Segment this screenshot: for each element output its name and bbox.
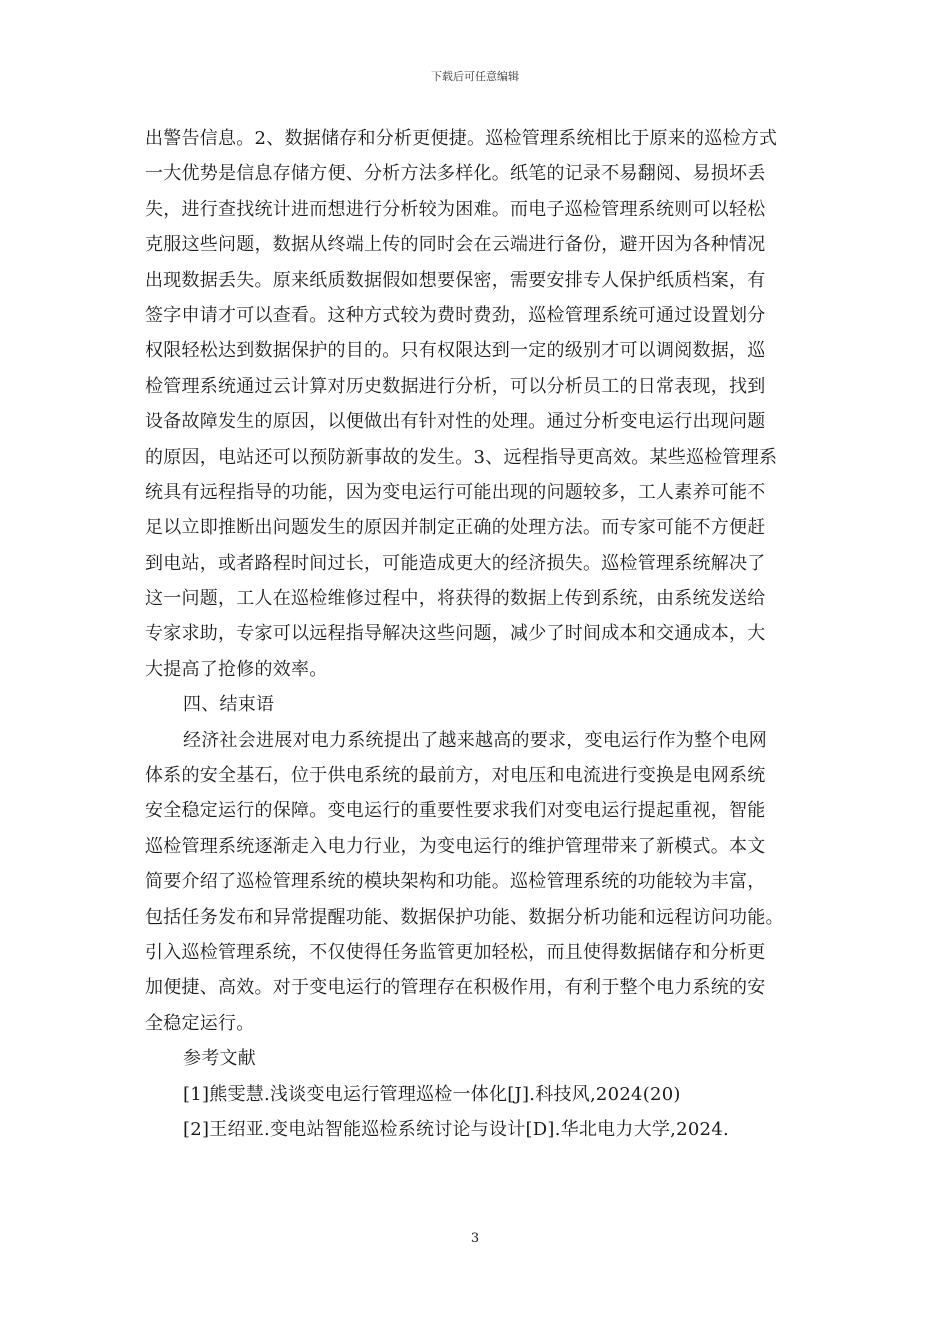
body-line: 权限轻松达到数据保护的目的。只有权限达到一定的级别才可以调阅数据，巡	[145, 340, 766, 362]
body-line: 克服这些问题，数据从终端上传的同时会在云端进行备份，避开因为各种情况	[145, 234, 766, 256]
body-line: 签字申请才可以查看。这种方式较为费时费劲，巡检管理系统可通过设置划分	[145, 304, 766, 326]
body-line: 这一问题，工人在巡检维修过程中，将获得的数据上传到系统，由系统发送给	[145, 588, 766, 610]
body-line: 大提高了抢修的效率。	[145, 658, 328, 680]
conclusion-line: 安全稳定运行的保障。变电运行的重要性要求我们对变电运行提起重视，智能	[145, 800, 766, 822]
header-note: 下载后可任意编辑	[431, 70, 519, 83]
conclusion-line: 简要介绍了巡检管理系统的模块架构和功能。巡检管理系统的功能较为丰富，	[145, 871, 766, 893]
conclusion-line: 体系的安全基石，位于供电系统的最前方，对电压和电流进行变换是电网系统	[145, 765, 766, 787]
body-line: 失，进行查找统计进而想进行分析较为困难。而电子巡检管理系统则可以轻松	[145, 198, 766, 220]
body-line: 的原因，电站还可以预防新事故的发生。3、远程指导更高效。某些巡检管理系	[145, 446, 778, 468]
body-line: 设备故障发生的原因，以便做出有针对性的处理。通过分析变电运行出现问题	[145, 411, 766, 433]
references-heading: 参考文献	[183, 1048, 256, 1070]
section-heading: 四、结束语	[183, 694, 275, 716]
reference-item: [2]王绍亚.变电站智能巡检系统讨论与设计[D].华北电力大学,2024.	[183, 1118, 729, 1140]
body-line: 专家求助，专家可以远程指导解决这些问题，减少了时间成本和交通成本，大	[145, 623, 766, 645]
conclusion-line: 全稳定运行。	[145, 1012, 255, 1034]
body-line: 检管理系统通过云计算对历史数据进行分析，可以分析员工的日常表现，找到	[145, 375, 766, 397]
conclusion-line: 经济社会进展对电力系统提出了越来越高的要求，变电运行作为整个电网	[183, 729, 767, 751]
body-line: 足以立即推断出问题发生的原因并制定正确的处理方法。而专家可能不方便赶	[145, 517, 766, 539]
conclusion-line: 引入巡检管理系统，不仅使得任务监管更加轻松，而且使得数据储存和分析更	[145, 941, 766, 963]
conclusion-line: 包括任务发布和异常提醒功能、数据保护功能、数据分析功能和远程访问功能。	[145, 906, 784, 928]
page-number: 3	[470, 1231, 480, 1246]
conclusion-line: 加便捷、高效。对于变电运行的管理存在积极作用，有利于整个电力系统的安	[145, 977, 766, 999]
body-line: 统具有远程指导的功能，因为变电运行可能出现的问题较多，工人素养可能不	[145, 481, 766, 503]
document-body	[145, 121, 817, 1147]
body-line: 一大优势是信息存储方便、分析方法多样化。纸笔的记录不易翻阅、易损坏丢	[145, 163, 766, 185]
body-line: 出现数据丢失。原来纸质数据假如想要保密，需要安排专人保护纸质档案，有	[145, 269, 766, 291]
body-line: 到电站，或者路程时间过长，可能造成更大的经济损失。巡检管理系统解决了	[145, 552, 766, 574]
reference-item: [1]熊雯慧.浅谈变电运行管理巡检一体化[J].科技风,2024(20)	[183, 1083, 681, 1105]
body-line: 出警告信息。2、数据储存和分析更便捷。巡检管理系统相比于原来的巡检方式	[145, 128, 778, 149]
conclusion-line: 巡检管理系统逐渐走入电力行业，为变电运行的维护管理带来了新模式。本文	[145, 835, 766, 857]
